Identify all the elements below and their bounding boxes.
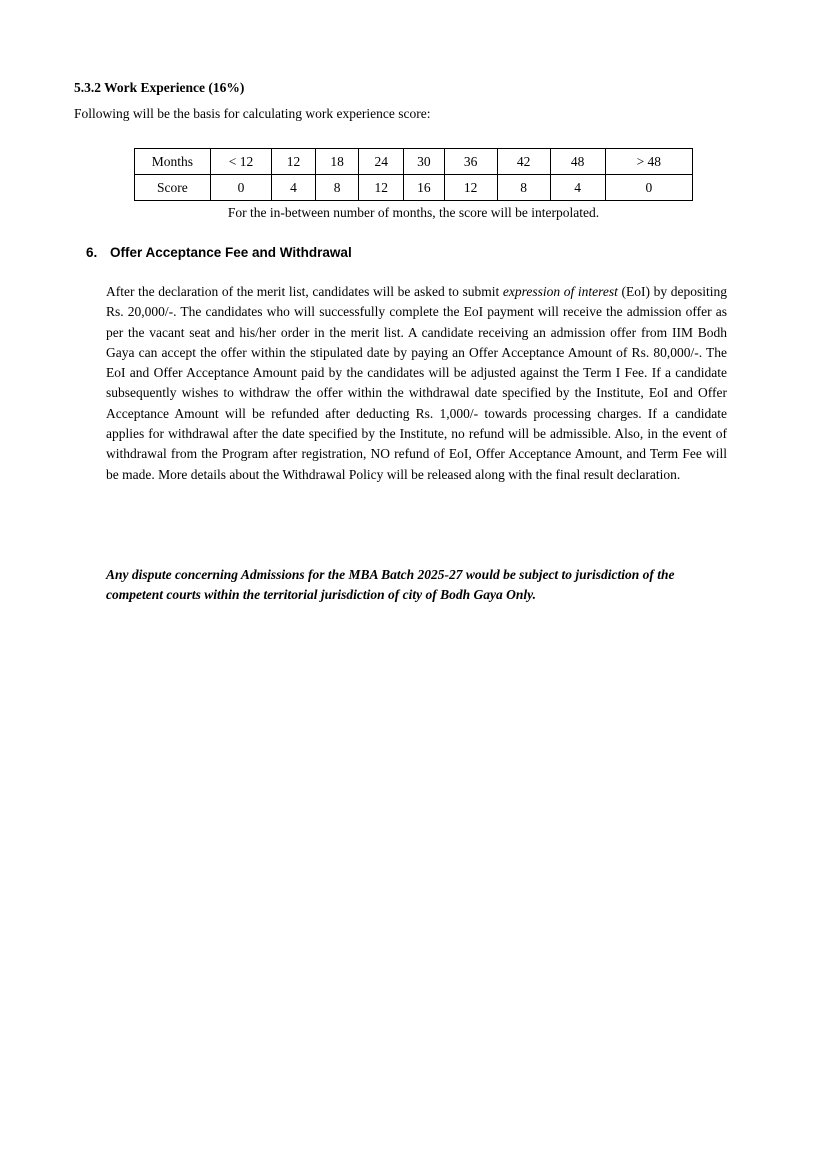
table-cell-score: 8: [497, 175, 550, 201]
paragraph-text-rest: (EoI) by depositing Rs. 20,000/-. The candidates who will successfully complete the EoI payment will receive the admission offer as per the vacant seat and his/her order in the merit list. A candidate receiving an admission offer from IIM Bodh Gaya can accept the offer within the stipulated date by paying an Offer Acceptance Amount of Rs. 80,000/-. The EoI and Offer Acceptance Amount paid by the candidates will be adjusted against the Term I Fee. If a candidate subsequently wishes to withdraw the offer within the withdrawal date specified by the Institute, EoI and Offer Acceptance Amount will be refunded after deducting Rs. 1,000/- towards processing charges. If a candidate applies for withdrawal after the date specified by the Institute, no refund will be admissible. Also, in the event of withdrawal from the Program after registration, NO refund of EoI, Offer Acceptance Amount, and Term Fee will be made. More details about the Withdrawal Policy will be released along with the final result declaration.: [106, 284, 727, 482]
table-cell-score: 12: [359, 175, 404, 201]
table-cell-month: 12: [272, 149, 316, 175]
section-heading-work-experience: 5.3.2 Work Experience (16%): [74, 80, 245, 95]
table-cell-score: 0: [605, 175, 692, 201]
table-cell-score: 12: [444, 175, 497, 201]
table-cell-score: 0: [210, 175, 271, 201]
offer-acceptance-paragraph: [106, 282, 727, 485]
paragraph-italic-term: expression of interest: [502, 284, 618, 299]
work-experience-intro: Following will be the basis for calculating work experience score:: [74, 106, 431, 121]
paragraph-text-start: After the declaration of the merit list, candidates will be asked to submit: [106, 284, 503, 299]
table-caption: For the in-between number of months, the score will be interpolated.: [227, 205, 600, 220]
jurisdiction-disclaimer: Any dispute concerning Admissions for the MBA Batch 2025-27 would be subject to jurisdiction of the competent courts within the territorial jurisdiction of city of Bodh Gaya Only.: [106, 567, 675, 602]
table-cell-month: > 48: [605, 149, 692, 175]
table-cell-score: 4: [550, 175, 605, 201]
section-number: 6.: [86, 245, 98, 260]
table-cell-score: 8: [315, 175, 359, 201]
table-row-months: [135, 149, 693, 175]
table-row-score: [135, 175, 693, 201]
section-title: Offer Acceptance Fee and Withdrawal: [110, 245, 352, 260]
table-cell-month: 48: [550, 149, 605, 175]
row-header-months: Months: [135, 149, 211, 175]
table-cell-month: 30: [404, 149, 445, 175]
table-cell-month: 36: [444, 149, 497, 175]
table-cell-month: 24: [359, 149, 404, 175]
work-experience-table: [134, 148, 693, 201]
table-cell-score: 4: [272, 175, 316, 201]
section-heading-offer-acceptance: [86, 245, 352, 260]
table-cell-score: 16: [404, 175, 445, 201]
row-header-score: Score: [135, 175, 211, 201]
table-cell-month: < 12: [210, 149, 271, 175]
table-cell-month: 42: [497, 149, 550, 175]
table-cell-month: 18: [315, 149, 359, 175]
